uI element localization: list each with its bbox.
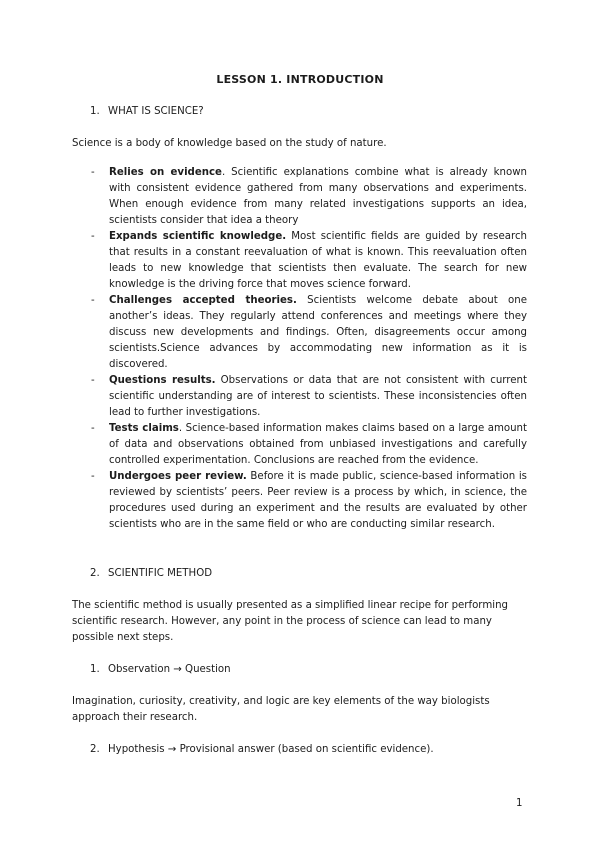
bullet-text: Most scientific fields are guided by research that results in a constant reevaluation of what is known. This reevaluation often leads to new knowledge that scientists then evaluate. The search for new knowledge is the driving force that moves science forward. bbox=[109, 231, 528, 290]
list-item bbox=[91, 421, 527, 469]
step-text: Observation → Question bbox=[108, 664, 231, 675]
bullet-dash: - bbox=[91, 471, 95, 482]
page-number: 1 bbox=[516, 798, 523, 809]
bullet-term: Relies on evidence bbox=[109, 167, 222, 178]
observation-note-paragraph: Imagination, curiosity, creativity, and logic are key elements of the way biologists approach their research. bbox=[72, 696, 490, 723]
list-item bbox=[91, 469, 527, 533]
list-item bbox=[91, 165, 527, 229]
method-step-observation bbox=[90, 662, 231, 678]
bullet-term: Questions results. bbox=[109, 375, 216, 386]
section-heading-scientific-method bbox=[90, 566, 212, 582]
section-heading-text: WHAT IS SCIENCE? bbox=[108, 106, 204, 117]
bullet-dash: - bbox=[91, 375, 95, 386]
bullet-dash: - bbox=[91, 295, 95, 306]
section-heading-what-is-science bbox=[90, 104, 204, 120]
bullet-term: Expands scientific knowledge. bbox=[109, 231, 287, 242]
section-heading-text: SCIENTIFIC METHOD bbox=[108, 568, 213, 579]
section-number: 2. bbox=[90, 568, 100, 579]
bullet-term: Tests claims bbox=[109, 423, 179, 434]
page-title: LESSON 1. INTRODUCTION bbox=[216, 73, 384, 86]
bullet-term: Challenges accepted theories. bbox=[109, 295, 297, 306]
step-number: 2. bbox=[90, 744, 100, 755]
step-text: Hypothesis → Provisional answer (based on scientific evidence). bbox=[108, 744, 434, 755]
list-item bbox=[91, 373, 527, 421]
list-item bbox=[91, 293, 527, 373]
method-step-hypothesis bbox=[90, 742, 434, 758]
bullet-dash: - bbox=[91, 423, 95, 434]
bullet-text: Scientists welcome debate about one another’s ideas. They regularly attend conferences and meetings where they discuss new developments and findings. Often, disagreements occur among scientists.Science advances by accommodating new information as it is discovered. bbox=[109, 295, 527, 370]
list-item bbox=[91, 229, 527, 293]
section-number: 1. bbox=[90, 106, 100, 117]
science-characteristics-list bbox=[91, 165, 527, 533]
bullet-dash: - bbox=[91, 231, 95, 242]
bullet-dash: - bbox=[91, 167, 95, 178]
section-intro-paragraph: Science is a body of knowledge based on the study of nature. bbox=[72, 138, 387, 149]
scientific-method-intro: The scientific method is usually presented as a simplified linear recipe for performing scientific research. However, any point in the process of science can lead to many possible next steps. bbox=[72, 600, 508, 643]
bullet-text: Observations or data that are not consistent with current scientific understanding are of interest to scientists. These inconsistencies often lead to further investigations. bbox=[109, 375, 527, 418]
bullet-text: . Science-based information makes claims based on a large amount of data and observations obtained from unbiased investigations and carefully controlled experimentation. Conclusions are reached from the evidence. bbox=[109, 423, 528, 466]
bullet-text: . Scientific explanations combine what is already known with consistent evidence gathered from many observations and experiments. When enough evidence from many related investigations supports an idea, scientists consider that idea a theory bbox=[109, 167, 527, 226]
bullet-term: Undergoes peer review. bbox=[109, 471, 247, 482]
bullet-text: Before it is made public, science-based information is reviewed by scientists’ peers. Peer review is a process by which, in science, the procedures used during an experiment and the results are evaluated by other scientists who are in the same field or who are conducting similar research. bbox=[109, 471, 527, 530]
step-number: 1. bbox=[90, 664, 100, 675]
